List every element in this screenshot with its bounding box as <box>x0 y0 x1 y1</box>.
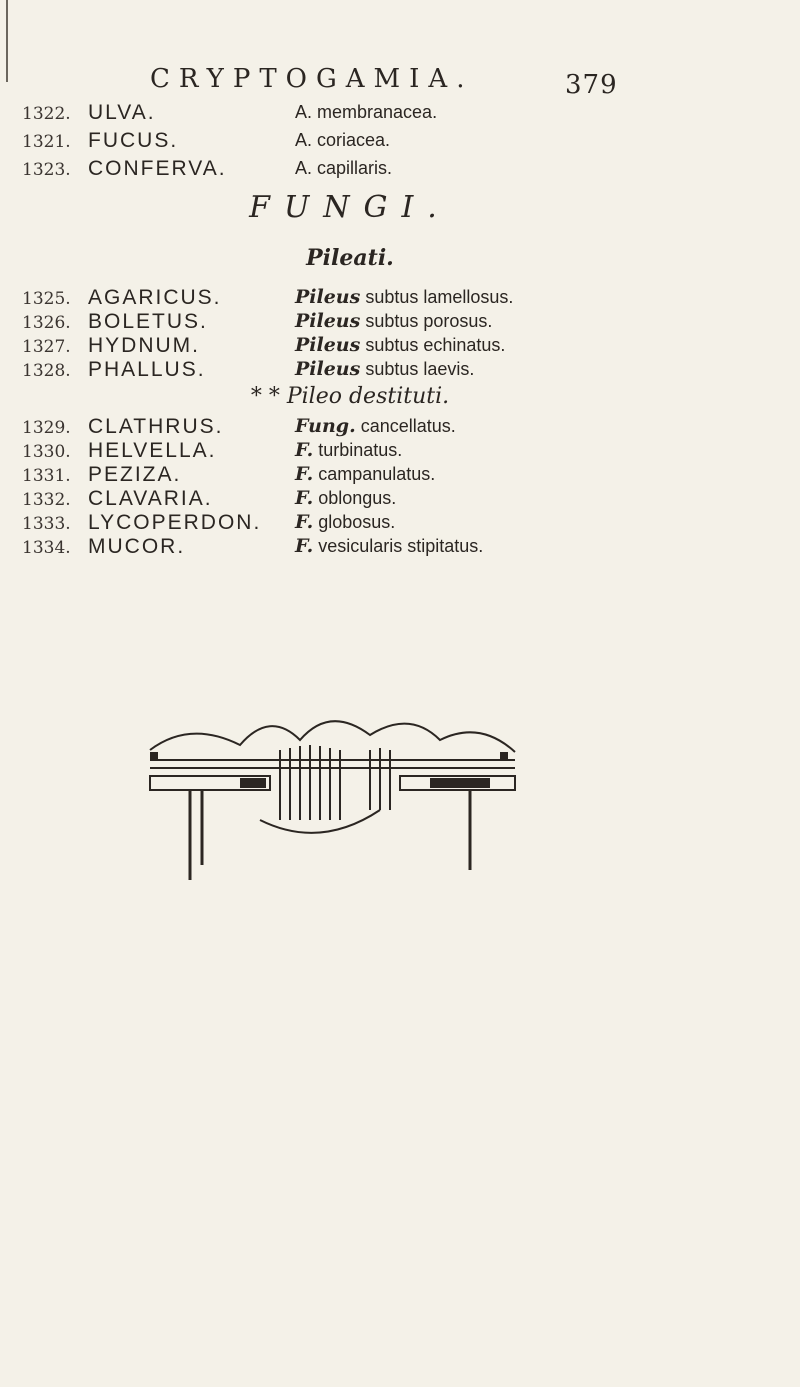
list-item <box>22 156 227 181</box>
genus-name: AGARICUS. <box>88 286 222 309</box>
list-item <box>22 333 200 358</box>
list-item <box>22 510 261 535</box>
entry-number: 1321. <box>22 132 71 152</box>
genus-description: A. capillaris. <box>295 158 393 178</box>
genus-description: Pileus subtus echinatus. <box>295 334 506 356</box>
list-item <box>22 414 223 439</box>
genus-name: MUCOR. <box>88 535 186 558</box>
genus-name: FUCUS. <box>88 129 179 152</box>
entry-number: 1329. <box>22 418 71 438</box>
entry-number: 1325. <box>22 289 71 309</box>
genus-description: F. oblongus. <box>295 487 397 509</box>
genus-description: F. campanulatus. <box>295 463 436 485</box>
list-item <box>22 309 208 334</box>
entry-number: 1333. <box>22 514 71 534</box>
running-title: CRYPTOGAMIA. <box>150 64 474 94</box>
page-number: 379 <box>565 70 618 100</box>
list-item <box>22 285 222 310</box>
list-item <box>22 128 178 153</box>
genus-description: F. vesicularis stipitatus. <box>295 535 484 557</box>
entry-number: 1326. <box>22 313 71 333</box>
genus-name: CLAVARIA. <box>88 487 213 510</box>
genus-name: PHALLUS. <box>88 358 206 381</box>
entry-number: 1328. <box>22 361 71 381</box>
genus-name: LYCOPERDON. <box>88 511 262 534</box>
genus-description: Fung. cancellatus. <box>295 415 456 437</box>
list-item <box>22 438 217 463</box>
list-item <box>22 486 213 511</box>
entry-number: 1322. <box>22 104 71 124</box>
genus-description: Pileus subtus lamellosus. <box>295 286 514 308</box>
list-item <box>22 534 185 559</box>
entry-number: 1331. <box>22 466 71 486</box>
subsection-heading: Pileati. <box>306 245 394 271</box>
entry-number: 1332. <box>22 490 71 510</box>
genus-description: Pileus subtus laevis. <box>295 358 475 380</box>
genus-name: HYDNUM. <box>88 334 200 357</box>
genus-name: CLATHRUS. <box>88 415 224 438</box>
entry-number: 1327. <box>22 337 71 357</box>
genus-name: BOLETUS. <box>88 310 208 333</box>
entry-number: 1323. <box>22 160 71 180</box>
genus-name: PEZIZA. <box>88 463 182 486</box>
page-edge-rule <box>0 0 8 82</box>
subsection-heading: * * Pileo destituti. <box>250 384 450 409</box>
genus-name: HELVELLA. <box>88 439 217 462</box>
genus-name: CONFERVA. <box>88 157 227 180</box>
genus-description: F. globosus. <box>295 511 396 533</box>
woodcut-ornament-icon <box>130 690 530 890</box>
list-item <box>22 462 181 487</box>
genus-description: F. turbinatus. <box>295 439 403 461</box>
genus-name: ULVA. <box>88 101 156 124</box>
section-heading: FUNGI. <box>249 190 451 225</box>
entry-number: 1334. <box>22 538 71 558</box>
genus-description: Pileus subtus porosus. <box>295 310 493 332</box>
list-item <box>22 357 206 382</box>
entry-number: 1330. <box>22 442 71 462</box>
genus-description: A. membranacea. <box>295 102 438 122</box>
list-item <box>22 100 156 125</box>
genus-description: A. coriacea. <box>295 130 391 150</box>
